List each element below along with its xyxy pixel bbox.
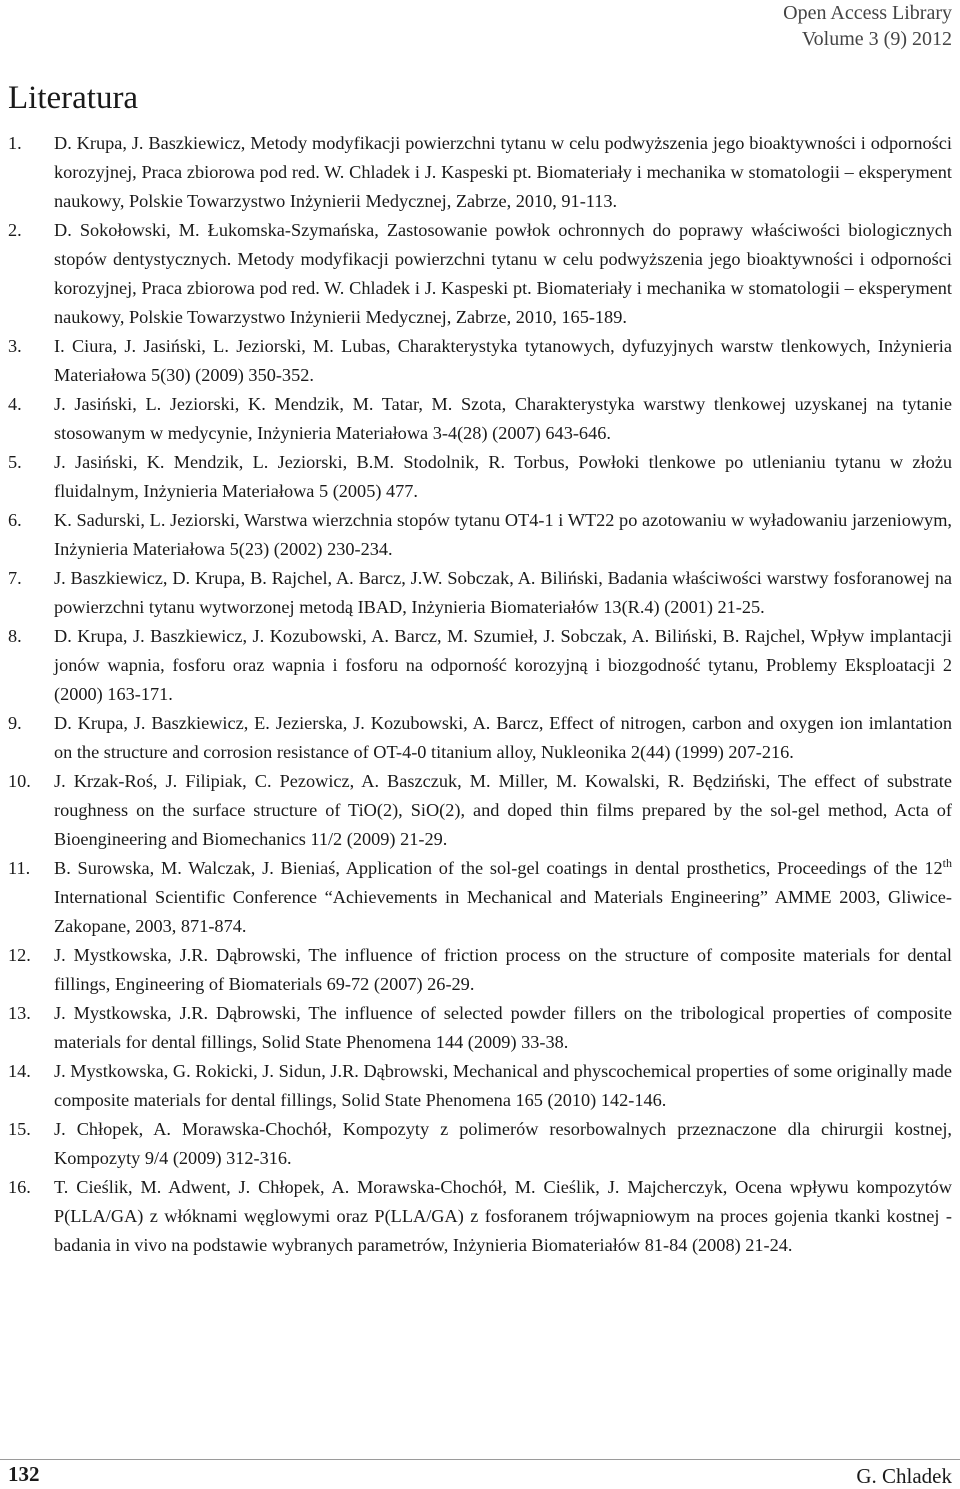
reference-item bbox=[8, 390, 952, 448]
reference-item bbox=[8, 332, 952, 390]
reference-text: D. Krupa, J. Baszkiewicz, E. Jezierska, J. Kozubowski, A. Barcz, Effect of nitrogen, carbon and oxygen ion imlantation on the structure and corrosion resistance of OT-4-0 titanium alloy, Nukleonika 2(44) (1999) 207-216. bbox=[54, 713, 952, 762]
journal-volume: Volume 3 (9) 2012 bbox=[801, 28, 952, 50]
reference-item bbox=[8, 506, 952, 564]
reference-item bbox=[8, 448, 952, 506]
reference-text: J. Baszkiewicz, D. Krupa, B. Rajchel, A. Barcz, J.W. Sobczak, A. Biliński, Badania właściwości warstwy fosforanowej na powierzchni tytanu wytworzonej metodą IBAD, Inżynieria Biomateriałów 13(R.4) (2001) 21-25. bbox=[54, 568, 952, 617]
reference-item bbox=[8, 129, 952, 216]
reference-text: I. Ciura, J. Jasiński, L. Jeziorski, M. Lubas, Charakterystyka tytanowych, dyfuzyjnych warstw tlenkowych, Inżynieria Materiałowa 5(30) (2009) 350-352. bbox=[54, 336, 952, 385]
reference-text-part: B. Surowska, M. Walczak, J. Bieniaś, Application of the sol-gel coatings in dental prosthetics, Proceedings of the 12 bbox=[54, 858, 943, 878]
reference-text: J. Mystkowska, G. Rokicki, J. Sidun, J.R. Dąbrowski, Mechanical and physcochemical properties of some originally made composite materials for dental fillings, Solid State Phenomena 165 (2010) 142-146. bbox=[54, 1061, 952, 1110]
reference-number: 14. bbox=[8, 1061, 31, 1081]
reference-number: 10. bbox=[8, 771, 31, 791]
reference-text: D. Krupa, J. Baszkiewicz, Metody modyfikacji powierzchni tytanu w celu podwyższenia jego bioaktywności i odporności korozyjnej, Praca zbiorowa pod red. W. Chladek i J. Kaspeski pt. Biomateriały i mechanika w stomatologii – eksperyment naukowy, Polskie Towarzystwo Inżynierii Medycznej, Zabrze, 2010, 91-113. bbox=[54, 133, 952, 211]
reference-item bbox=[8, 1173, 952, 1260]
reference-number: 7. bbox=[8, 568, 22, 588]
section-title: Literatura bbox=[8, 80, 139, 116]
ordinal-superscript: th bbox=[942, 855, 952, 870]
reference-text-part: International Scientific Conference “Achievements in Mechanical and Materials Engineering” AMME 2003, Gliwice-Zakopane, 2003, 871-874. bbox=[54, 887, 952, 936]
reference-text: D. Sokołowski, M. Łukomska-Szymańska, Zastosowanie powłok ochronnych do poprawy właściwości biologicznych stopów dentystycznych. Metody modyfikacji powierzchni tytanu w celu podwyższenia jego bioaktywności i odporności korozyjnej, Praca zbiorowa pod red. W. Chladek i J. Kaspeski pt. Biomateriały i mechanika w stomatologii – eksperyment naukowy, Polskie Towarzystwo Inżynierii Medycznej, Zabrze, 2010, 165-189. bbox=[54, 220, 952, 327]
reference-number: 9. bbox=[8, 713, 22, 733]
reference-item bbox=[8, 767, 952, 854]
footer-author: G. Chladek bbox=[856, 1464, 952, 1488]
reference-text: T. Cieślik, M. Adwent, J. Chłopek, A. Morawska-Chochół, M. Cieślik, J. Majcherczyk, Ocena wpływu kompozytów P(LLA/GA) z włóknami węglowymi oraz P(LLA/GA) z fosforanem trójwapniowym na proces gojenia tkanki kostnej - badania in vivo na podstawie wybranych parametrów, Inżynieria Biomateriałów 81-84 (2008) 21-24. bbox=[54, 1177, 952, 1255]
reference-number: 8. bbox=[8, 626, 22, 646]
reference-number: 13. bbox=[8, 1003, 31, 1023]
reference-number: 5. bbox=[8, 452, 22, 472]
reference-text: J. Jasiński, K. Mendzik, L. Jeziorski, B.M. Stodolnik, R. Torbus, Powłoki tlenkowe po utlenianiu tytanu w złożu fluidalnym, Inżynieria Materiałowa 5 (2005) 477. bbox=[54, 452, 952, 501]
footer-divider bbox=[0, 1459, 960, 1460]
reference-text: D. Krupa, J. Baszkiewicz, J. Kozubowski, A. Barcz, M. Szumieł, J. Sobczak, A. Biliński, B. Rajchel, Wpływ implantacji jonów wapnia, fosforu oraz wapnia i fosforu na odporność korozyjną i biozgodność tytanu, Problemy Eksploatacji 2 (2000) 163-171. bbox=[54, 626, 952, 704]
reference-item bbox=[8, 854, 952, 941]
reference-number: 16. bbox=[8, 1177, 31, 1197]
reference-number: 15. bbox=[8, 1119, 31, 1139]
reference-text: J. Mystkowska, J.R. Dąbrowski, The influence of friction process on the structure of composite materials for dental fillings, Engineering of Biomaterials 69-72 (2007) 26-29. bbox=[54, 945, 952, 994]
reference-item bbox=[8, 622, 952, 709]
reference-item bbox=[8, 941, 952, 999]
reference-number: 1. bbox=[8, 133, 22, 153]
reference-text: J. Chłopek, A. Morawska-Chochół, Kompozyty z polimerów resorbowalnych przeznaczone dla chirurgii kostnej, Kompozyty 9/4 (2009) 312-316. bbox=[54, 1119, 952, 1168]
reference-item bbox=[8, 1115, 952, 1173]
running-header bbox=[783, 0, 952, 52]
reference-text: K. Sadurski, L. Jeziorski, Warstwa wierzchnia stopów tytanu OT4-1 i WT22 po azotowaniu w wyładowaniu jarzeniowym, Inżynieria Materiałowa 5(23) (2002) 230-234. bbox=[54, 510, 952, 559]
reference-number: 12. bbox=[8, 945, 31, 965]
journal-name: Open Access Library bbox=[783, 2, 952, 24]
reference-number: 2. bbox=[8, 220, 22, 240]
reference-list bbox=[8, 129, 952, 1260]
reference-item bbox=[8, 709, 952, 767]
reference-number: 6. bbox=[8, 510, 22, 530]
reference-item bbox=[8, 1057, 952, 1115]
reference-text bbox=[54, 855, 952, 936]
reference-text: J. Jasiński, L. Jeziorski, K. Mendzik, M. Tatar, M. Szota, Charakterystyka warstwy tlenkowej uzyskanej na tytanie stosowanym w medycynie, Inżynieria Materiałowa 3-4(28) (2007) 643-646. bbox=[54, 394, 952, 443]
page-number: 132 bbox=[8, 1462, 40, 1486]
reference-text: J. Mystkowska, J.R. Dąbrowski, The influence of selected powder fillers on the tribological properties of composite materials for dental fillings, Solid State Phenomena 144 (2009) 33-38. bbox=[54, 1003, 952, 1052]
reference-number: 4. bbox=[8, 394, 22, 414]
reference-item bbox=[8, 999, 952, 1057]
reference-number: 3. bbox=[8, 336, 22, 356]
reference-number: 11. bbox=[8, 858, 31, 878]
reference-text: J. Krzak-Roś, J. Filipiak, C. Pezowicz, A. Baszczuk, M. Miller, M. Kowalski, R. Będziński, The effect of substrate roughness on the surface structure of TiO(2), SiO(2), and doped thin films prepared by the sol-gel method, Acta of Bioengineering and Biomechanics 11/2 (2009) 21-29. bbox=[54, 771, 952, 849]
reference-item bbox=[8, 216, 952, 332]
reference-item bbox=[8, 564, 952, 622]
